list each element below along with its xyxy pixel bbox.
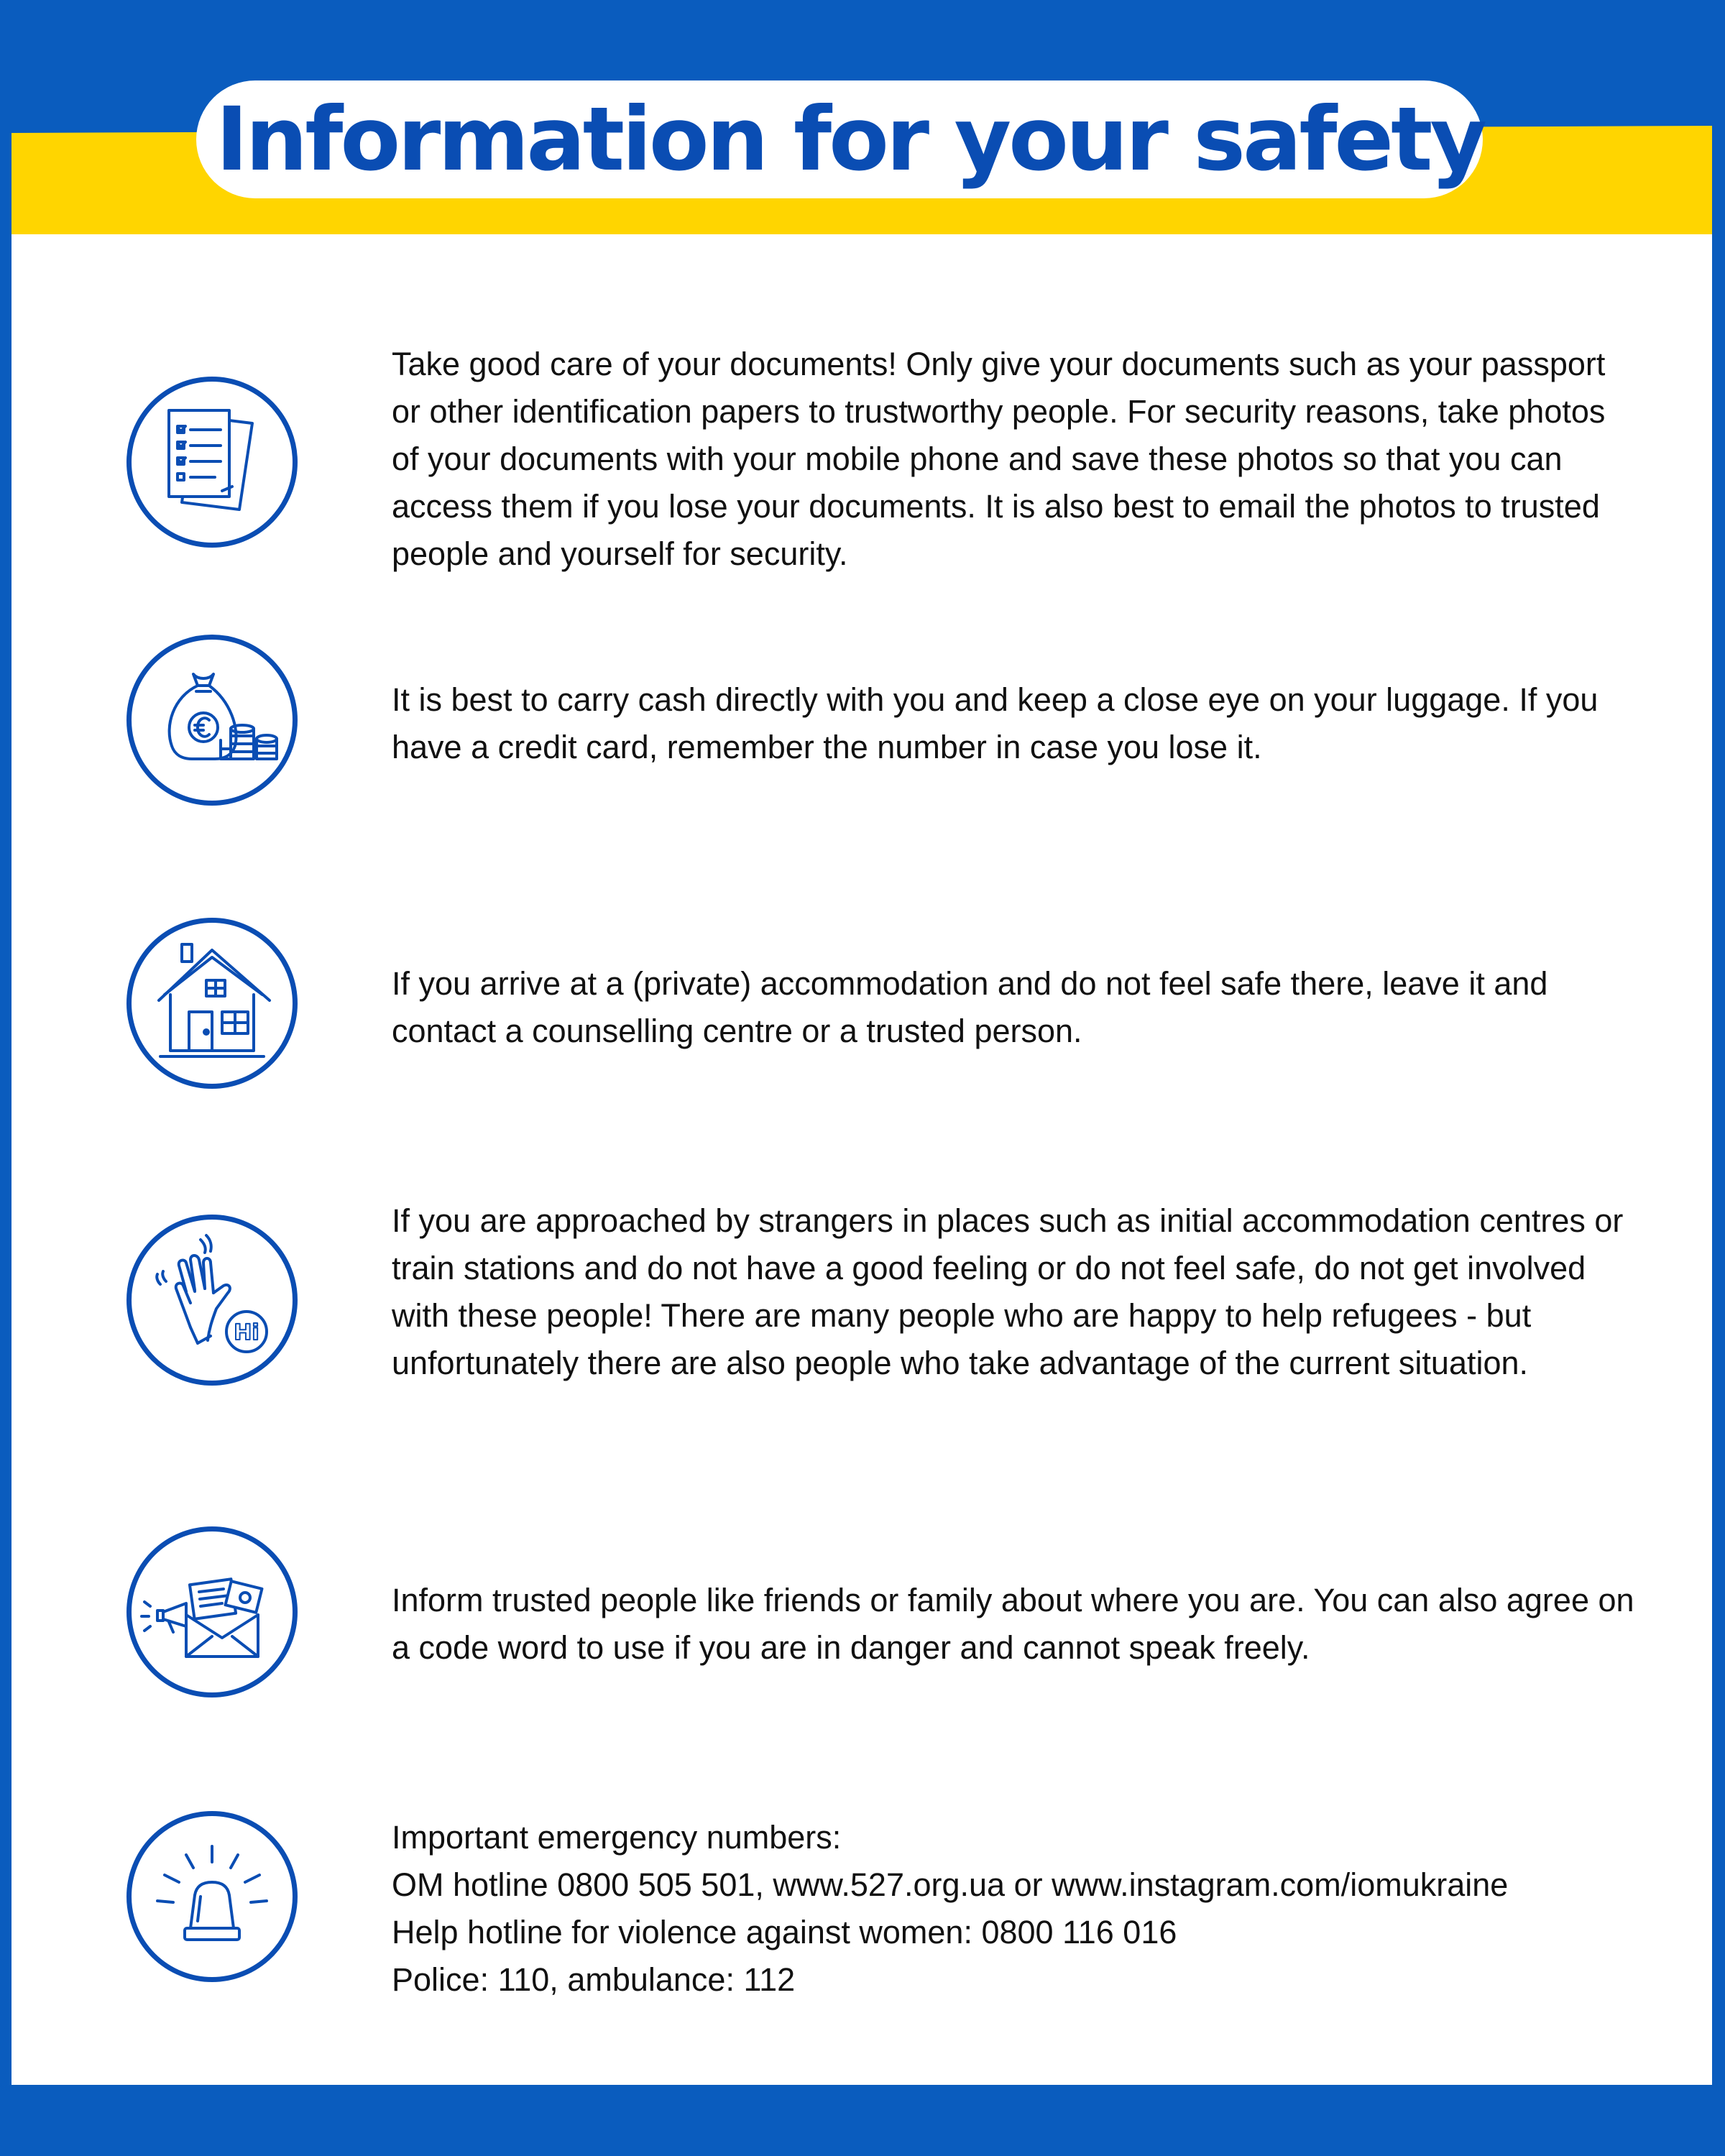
money-bag-icon [126, 635, 298, 806]
siren-icon [126, 1811, 298, 1982]
waving-hand-icon [126, 1215, 298, 1386]
hi-badge: Hi [234, 1320, 259, 1345]
page-title: Information for your safety [216, 88, 1485, 190]
house-icon [126, 918, 298, 1089]
emergency-heading: Important emergency numbers: [392, 1819, 842, 1856]
documents-icon [126, 377, 298, 548]
police-ambulance: Police: 110, ambulance: 112 [392, 1961, 796, 1998]
cash-text: It is best to carry cash directly with you and keep a close eye on your luggage. If you have a credit card, remember the number in case you lose it. [392, 681, 1598, 765]
violence-hotline: Help hotline for violence against women: 0800 116 016 [392, 1914, 1177, 1950]
inform-text: Inform trusted people like friends or family about where you are. You can also agree on a code word to use if you are in danger and cannot speak freely. [392, 1582, 1634, 1666]
envelope-megaphone-icon [126, 1526, 298, 1697]
emergency-numbers [392, 1814, 1635, 2004]
documents-text: Take good care of your documents! Only give your documents such as your passport or other identification papers to trustworthy people. For security reasons, take photos of your documents with your mobile phone and save these photos so that you can access them if you lose your documents. It is also best to email the photos to trusted people and yourself for security. [392, 346, 1606, 572]
accommodation-text: If you arrive at a (private) accommodation and do not feel safe there, leave it and contact a counselling centre or a trusted person. [392, 965, 1548, 1049]
iom-hotline: OM hotline 0800 505 501, www.527.org.ua or www.instagram.com/iomukraine [392, 1866, 1509, 1903]
strangers-text: If you are approached by strangers in places such as initial accommodation centres or train stations and do not have a good feeling or do not feel safe, do not get involved with these people! There are many people who are happy to help refugees - but unfortunately there are also people who take advantage of the current situation. [392, 1202, 1624, 1381]
